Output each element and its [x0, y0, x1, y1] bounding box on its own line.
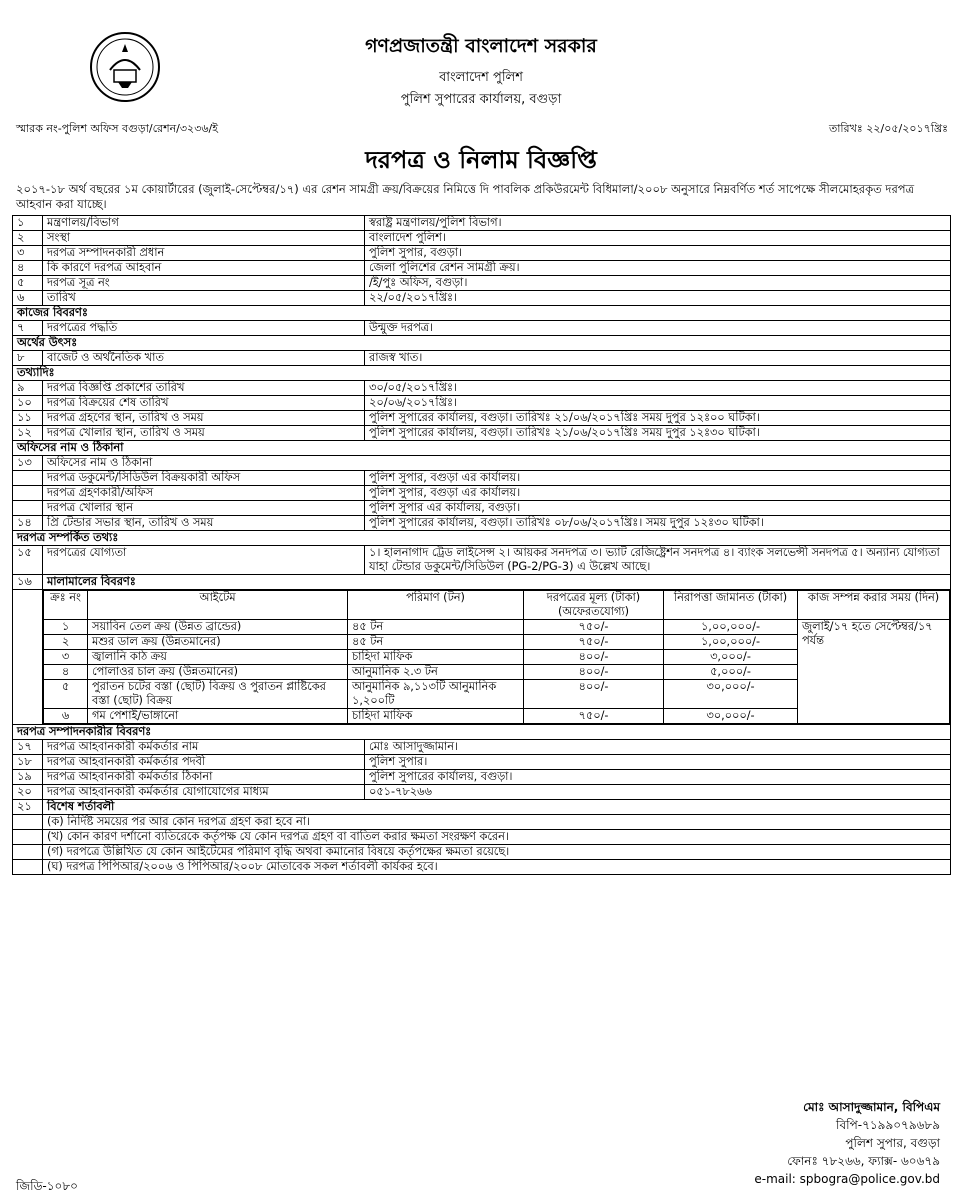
row-label: দরপত্রের পদ্ধতি	[43, 321, 365, 336]
table-row	[13, 501, 951, 516]
memo-number: স্মারক নং-পুলিশ অফিস বগুড়া/রেশন/৩২৩৬/ই	[16, 122, 218, 135]
goods-price-cell: ৭৫০/-	[524, 709, 664, 724]
table-row	[13, 321, 951, 336]
table-row	[13, 770, 951, 785]
row-label: দরপত্র সম্পাদনকারী প্রধান	[43, 246, 365, 261]
goods-price-cell: ৪০০/-	[524, 680, 664, 709]
goods-header-row	[44, 591, 950, 620]
goods-qty-cell: আনুমানিক ৯,১১৩টি আনুমানিক ১,২০০টি	[348, 680, 524, 709]
department-name: বাংলাদেশ পুলিশ	[439, 70, 523, 85]
table-row	[13, 575, 951, 590]
row-number: ৪	[13, 261, 43, 276]
signatory-phone: ফোনঃ ৭৮২৬৬, ফ্যাক্স- ৬০৬৭৯	[787, 1154, 940, 1168]
government-title: গণপ্রজাতন্ত্রী বাংলাদেশ সরকার	[365, 35, 597, 57]
row-label: দরপত্র আহবানকারী কর্মকর্তার ঠিকানা	[43, 770, 365, 785]
memo-date: তারিখঃ ২২/০৫/২০১৭খ্রিঃ	[828, 122, 948, 135]
row-number: ১৯	[13, 770, 43, 785]
section-heading	[13, 725, 951, 740]
table-row	[13, 740, 951, 755]
goods-price-cell: ৭৫০/-	[524, 620, 664, 635]
condition-text: (ক) নির্দিষ্ট সময়ের পর আর কোন দরপত্র গ্রহণ করা হবে না।	[43, 815, 951, 830]
row-number: ১৭	[13, 740, 43, 755]
row-number	[13, 501, 43, 516]
row-label: দরপত্র আহবানকারী কর্মকর্তার যোগাযোগের মাধ্যম	[43, 785, 365, 800]
row-label: দরপত্র সূত্র নং	[43, 276, 365, 291]
goods-qty-cell: আনুমানিক ২.৩ টন	[348, 665, 524, 680]
section-title: অর্থের উৎসঃ	[13, 336, 951, 351]
row-value: পুলিশ সুপার এর কার্যালয়, বগুড়া।	[365, 501, 951, 516]
condition-text: (খ) কোন কারণ দর্শানো ব্যতিরেকে কর্তৃপক্ষ যে কোন দরপত্র গ্রহণ বা বাতিল করার ক্ষমতা সংরক্ষণ করেন।	[43, 830, 951, 845]
row-number: ১১	[13, 411, 43, 426]
row-label: তারিখ	[43, 291, 365, 306]
table-row	[13, 800, 951, 815]
row-number: ১	[13, 216, 43, 231]
table-row	[13, 381, 951, 396]
row-label: প্রি টেন্ডার সভার স্থান, তারিখ ও সময়	[43, 516, 365, 531]
row-value: পুলিশ সুপার।	[365, 755, 951, 770]
row-label: দরপত্রের যোগ্যতা	[43, 546, 365, 575]
goods-item-cell: গম পেশাই/ভাঙ্গানো	[88, 709, 348, 724]
condition-text: (ঘ) দরপত্র পিপিআর/২০০৬ ও পিপিআর/২০০৮ মোতাবেক সকল শর্তাবলী কার্যকর হবে।	[43, 860, 951, 875]
condition-row	[13, 830, 951, 845]
goods-header-cell: নিরাপত্তা জামানত (টাকা)	[664, 591, 798, 620]
row-value: পুলিশ সুপারের কার্যালয়, বগুড়া। তারিখঃ ২১/০৬/২০১৭খ্রিঃ সময় দুপুর ১২ঃ৩০ ঘটিকা।	[365, 426, 951, 441]
signatory-designation: পুলিশ সুপার, বগুড়া	[845, 1136, 940, 1150]
row-value: উন্মুক্ত দরপত্র।	[365, 321, 951, 336]
signatory-email: e-mail: spbogra@police.gov.bd	[754, 1172, 940, 1186]
condition-row	[13, 845, 951, 860]
row-label: অফিসের নাম ও ঠিকানা	[43, 456, 951, 471]
section-title: অফিসের নাম ও ঠিকানা	[13, 441, 951, 456]
goods-header-cell: পরিমাণ (টন)	[348, 591, 524, 620]
row-number: ১০	[13, 396, 43, 411]
row-number	[13, 860, 43, 875]
row-label: বিশেষ শর্তাবলী	[43, 800, 951, 815]
table-row	[13, 291, 951, 306]
intro-paragraph: ২০১৭-১৮ অর্থ বছরের ১ম কোয়ার্টারের (জুলাই-সেপ্টেম্বর/১৭) এর রেশন সামগ্রী ক্রয়/বিক্রয়ের নিমিত্তে দি পাবলিক প্রকিউরমেন্ট বিধিমালা/২০০৮ অনুসারে নিম্নবর্ণিত শর্ত সাপেক্ষে সীলমোহরকৃত দরপত্র আহবান করা যাচ্ছে।	[16, 182, 915, 211]
row-value: মোঃ আসাদুজ্জামান।	[365, 740, 951, 755]
row-value: পুলিশ সুপারের কার্যালয়, বগুড়া।	[365, 770, 951, 785]
row-value: ৩০/০৫/২০১৭খ্রিঃ।	[365, 381, 951, 396]
signatory-bp: বিপি-৭১৯৯০৭৯৬৮৯	[836, 1118, 940, 1132]
section-heading	[13, 531, 951, 546]
row-number	[13, 471, 43, 486]
table-row	[13, 276, 951, 291]
goods-row	[44, 620, 950, 635]
goods-qty-cell: ৪৫ টন	[348, 620, 524, 635]
row-number: ৫	[13, 276, 43, 291]
row-value: পুলিশ সুপার, বগুড়া এর কার্যালয়।	[365, 471, 951, 486]
table-row	[13, 785, 951, 800]
row-value: পুলিশ সুপার, বগুড়া।	[365, 246, 951, 261]
goods-security-cell: ৩০,০০০/-	[664, 709, 798, 724]
row-label: বাজেট ও অর্থনৈতিক খাত	[43, 351, 365, 366]
goods-qty-cell: চাহিদা মাফিক	[348, 709, 524, 724]
condition-row	[13, 815, 951, 830]
condition-row	[13, 860, 951, 875]
row-number: ২	[13, 231, 43, 246]
row-label: কি কারণে দরপত্র আহবান	[43, 261, 365, 276]
goods-price-cell: ৭৫০/-	[524, 635, 664, 650]
goods-header-cell: আইটেম	[88, 591, 348, 620]
table-row	[13, 426, 951, 441]
row-number	[13, 830, 43, 845]
section-title: তথ্যাদিঃ	[13, 366, 951, 381]
table-row	[13, 351, 951, 366]
row-label: দরপত্র ডকুমেন্ট/সিডিউল বিক্রয়কারী অফিস	[43, 471, 365, 486]
row-number	[13, 590, 43, 725]
row-value: ২২/০৫/২০১৭খ্রিঃ।	[365, 291, 951, 306]
section-title: দরপত্র সম্পাদনকারীর বিবরণঃ	[13, 725, 951, 740]
section-heading	[13, 366, 951, 381]
letterhead	[12, 8, 950, 120]
row-value: পুলিশ সুপারের কার্যালয়, বগুড়া। তারিখঃ ০৮/০৬/২০১৭খ্রিঃ। সময় দুপুর ১২ঃ৩০ ঘটিকা।	[365, 516, 951, 531]
goods-duration-cell: জুলাই/১৭ হতে সেপ্টেম্বর/১৭ পর্যন্ত	[798, 620, 950, 724]
goods-security-cell: ১,০০,০০০/-	[664, 620, 798, 635]
gd-number: জিডি-১০৮০	[16, 1179, 78, 1193]
row-number	[13, 486, 43, 501]
row-label: দরপত্র খোলার স্থান, তারিখ ও সময়	[43, 426, 365, 441]
row-value: ০৫১-৭৮২৬৬	[365, 785, 951, 800]
row-value: ১। হালনাগাদ ট্রেড লাইসেন্স ২। আয়কর সনদপত্র ৩। ভ্যাট রেজিষ্ট্রেশন সনদপত্র ৪। ব্যাংক সলভেন্সী সনদপত্র ৫। অন্যান্য যোগ্যতা যাহা টেন্ডার ডকুমেন্ট/সিডিউল (PG-2/PG-3) এ উল্লেখ আছে।	[365, 546, 951, 575]
row-number: ১৬	[13, 575, 43, 590]
goods-security-cell: ৩,০০০/-	[664, 650, 798, 665]
goods-cell	[43, 590, 951, 725]
table-row	[13, 396, 951, 411]
table-row	[13, 516, 951, 531]
row-number	[13, 845, 43, 860]
section-title: দরপত্র সম্পর্কিত তথ্যঃ	[13, 531, 951, 546]
table-row	[13, 411, 951, 426]
row-value: বাংলাদেশ পুলিশ।	[365, 231, 951, 246]
signature-block	[754, 1098, 940, 1188]
row-label: দরপত্র গ্রহণের স্থান, তারিখ ও সময়	[43, 411, 365, 426]
table-row	[13, 216, 951, 231]
office-name: পুলিশ সুপারের কার্যালয়, বগুড়া	[400, 92, 562, 107]
goods-item-cell: পুরাতন চটের বস্তা (ছোট) বিক্রয় ও পুরাতন প্লাষ্টিকের বস্তা (ছোট) বিক্রয়	[88, 680, 348, 709]
goods-item-cell: পোলাওর চাল ক্রয় (উন্নতমানের)	[88, 665, 348, 680]
row-label: দরপত্র আহবানকারী কর্মকর্তার পদবী	[43, 755, 365, 770]
goods-security-cell: ৩০,০০০/-	[664, 680, 798, 709]
goods-qty-cell: চাহিদা মাফিক	[348, 650, 524, 665]
row-number: ৬	[13, 291, 43, 306]
row-value: রাজস্ব খাত।	[365, 351, 951, 366]
goods-sl-cell: ৩	[44, 650, 88, 665]
goods-table	[43, 590, 950, 724]
goods-row	[13, 590, 951, 725]
goods-sl-cell: ৬	[44, 709, 88, 724]
row-label: সংস্থা	[43, 231, 365, 246]
row-number: ৭	[13, 321, 43, 336]
row-number: ১৮	[13, 755, 43, 770]
goods-security-cell: ১,০০,০০০/-	[664, 635, 798, 650]
row-label: দরপত্র বিক্রয়ের শেষ তারিখ	[43, 396, 365, 411]
goods-sl-cell: ৫	[44, 680, 88, 709]
goods-security-cell: ৫,০০০/-	[664, 665, 798, 680]
goods-sl-cell: ৪	[44, 665, 88, 680]
goods-price-cell: ৪০০/-	[524, 650, 664, 665]
goods-item-cell: জ্বালানি কাঠ ক্রয়	[88, 650, 348, 665]
table-row	[13, 486, 951, 501]
row-value: পুলিশ সুপার, বগুড়া এর কার্যালয়।	[365, 486, 951, 501]
row-number: ১৩	[13, 456, 43, 471]
signatory-name: মোঃ আসাদুজ্জামান, বিপিএম	[803, 1100, 940, 1114]
row-number: ২০	[13, 785, 43, 800]
table-row	[13, 755, 951, 770]
row-value: স্বরাষ্ট্র মন্ত্রণালয়/পুলিশ বিভাগ।	[365, 216, 951, 231]
table-row	[13, 261, 951, 276]
reference-row	[12, 120, 950, 138]
row-label: দরপত্র আহবানকারী কর্মকর্তার নাম	[43, 740, 365, 755]
goods-header-cell: ক্রঃ নং	[44, 591, 88, 620]
goods-price-cell: ৪০০/-	[524, 665, 664, 680]
condition-text: (গ) দরপত্রে উল্লিখিত যে কোন আইটেমের পরিমাণ বৃদ্ধি অথবা কমানোর বিষয়ে কর্তৃপক্ষের ক্ষমতা রয়েছে।	[43, 845, 951, 860]
row-number: ১৪	[13, 516, 43, 531]
goods-sl-cell: ১	[44, 620, 88, 635]
goods-header-cell: কাজ সম্পন্ন করার সময় (দিন)	[798, 591, 950, 620]
row-label: দরপত্র খোলার স্থান	[43, 501, 365, 516]
goods-item-cell: সয়াবিন তেল ক্রয় (উন্নত ব্রান্ডের)	[88, 620, 348, 635]
table-row	[13, 546, 951, 575]
row-number: ৩	[13, 246, 43, 261]
goods-item-cell: মশুর ডাল ক্রয় (উন্নতমানের)	[88, 635, 348, 650]
notice-title: দরপত্র ও নিলাম বিজ্ঞপ্তি	[365, 146, 597, 174]
row-label: মালামালের বিবরণঃ	[43, 575, 951, 590]
goods-sl-cell: ২	[44, 635, 88, 650]
row-value: পুলিশ সুপারের কার্যালয়, বগুড়া। তারিখঃ ২১/০৬/২০১৭খ্রিঃ সময় দুপুর ১২ঃ০০ ঘটিকা।	[365, 411, 951, 426]
section-heading	[13, 441, 951, 456]
row-number: ৯	[13, 381, 43, 396]
row-label: দরপত্র বিজ্ঞপ্তি প্রকাশের তারিখ	[43, 381, 365, 396]
row-number	[13, 815, 43, 830]
row-number: ১৫	[13, 546, 43, 575]
row-label: দরপত্র গ্রহণকারী/অফিস	[43, 486, 365, 501]
row-number: ৮	[13, 351, 43, 366]
goods-header-cell: দরপত্রের মূল্য (টাকা) (অফেরতযোগ্য)	[524, 591, 664, 620]
row-value: ২০/০৬/২০১৭খ্রিঃ।	[365, 396, 951, 411]
table-row	[13, 231, 951, 246]
table-row	[13, 246, 951, 261]
row-label: মন্ত্রণালয়/বিভাগ	[43, 216, 365, 231]
table-row	[13, 471, 951, 486]
table-row	[13, 456, 951, 471]
section-title: কাজের বিবরণঃ	[13, 306, 951, 321]
goods-qty-cell: ৪৫ টন	[348, 635, 524, 650]
section-heading	[13, 336, 951, 351]
section-heading	[13, 306, 951, 321]
row-number: ১২	[13, 426, 43, 441]
row-value: জেলা পুলিশের রেশন সামগ্রী ক্রয়।	[365, 261, 951, 276]
tender-table	[12, 215, 951, 875]
row-value: /ই/পুঃ অফিস, বগুড়া।	[365, 276, 951, 291]
row-number: ২১	[13, 800, 43, 815]
